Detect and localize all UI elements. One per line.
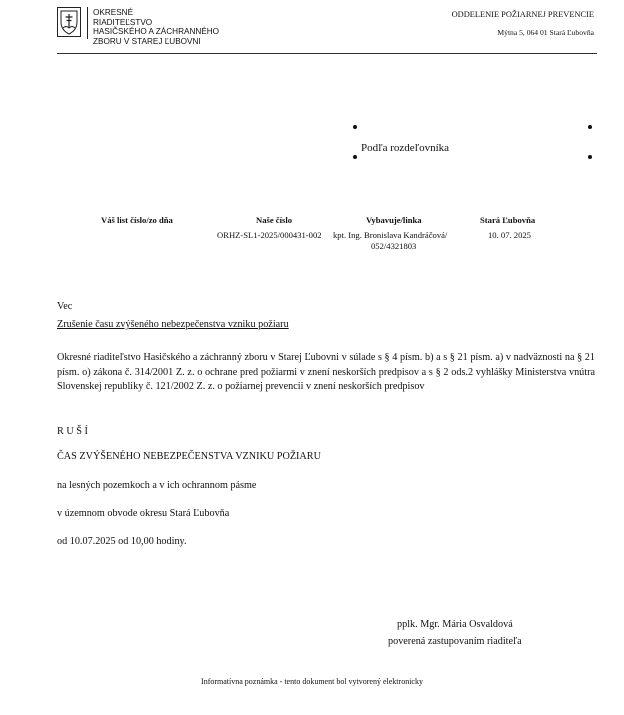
- footer-note: Informatívna poznámka - tento dokument bol vytvorený elektronicky: [201, 677, 423, 686]
- date-value: 10. 07. 2025: [488, 230, 531, 240]
- effective-date: od 10.07.2025 od 10,00 hodiny.: [57, 536, 187, 547]
- subject-label: Vec: [57, 301, 73, 312]
- handler-phone: 052/4321803: [371, 241, 417, 251]
- address-corner-mark: [588, 125, 592, 129]
- header-rule: [57, 53, 597, 54]
- scope: na lesných pozemkoch a v ich ochrannom pásme: [57, 480, 257, 491]
- recipient: Podľa rozdeľovníka: [361, 142, 450, 154]
- your-ref-label: Váš list číslo/zo dňa: [101, 215, 173, 225]
- letterhead-divider: [87, 7, 88, 39]
- handler-value: kpt. Ing. Bronislava Kandráčová/: [333, 230, 448, 240]
- state-emblem-icon: [57, 7, 81, 37]
- our-ref-label: Naše číslo: [256, 215, 293, 225]
- address-corner-mark: [588, 155, 592, 159]
- territory: v územnom obvode okresu Stará Ľubovňa: [57, 508, 230, 519]
- body-intro: Okresné riaditeľstvo Hasičského a záchranný zboru v Starej Ľubovni v súlade s § 4 písm. b) a s § 21 písm. a) v nadväznosti na § 21 písm. o) zákona č. 314/2001 Z. z. o ochrane pred požiarmi v znení neskorších predpisov a s § 2 ods.2 vyhlášky Ministerstva vnútra Slovenskej republiky č. 121/2002 Z. z. o požiarnej prevencii v znení neskorších predpisov: [57, 352, 595, 392]
- handler-label: Vybavuje/linka: [366, 215, 422, 225]
- our-ref-value: ORHZ-SL1-2025/000431-002: [217, 230, 322, 240]
- signature-role: poverená zastupovaním riaditeľa: [388, 636, 522, 647]
- department-name: ODDELENIE POŽIARNEJ PREVENCIE: [451, 10, 594, 19]
- decision-title: ČAS ZVÝŠENÉHO NEBEZPEČENSTVA VZNIKU POŽIARU: [57, 451, 321, 462]
- address-corner-mark: [353, 125, 357, 129]
- decision: R U Š Í: [57, 426, 88, 437]
- organization-name: OKRESNÉ RIADITEĽSTVO HASIČSKÉHO A ZÁCHRANNÉHO ZBORU V STAREJ ĽUBOVNI: [93, 8, 220, 46]
- signature-name: pplk. Mgr. Mária Osvaldová: [397, 619, 513, 630]
- address-corner-mark: [353, 155, 357, 159]
- subject-title: Zrušenie času zvýšeného nebezpečenstva vzniku požiaru: [57, 319, 289, 330]
- place-label: Stará Ľubovňa: [480, 215, 536, 225]
- department-address: Mýtna 5, 064 01 Stará Ľubovňa: [497, 28, 594, 37]
